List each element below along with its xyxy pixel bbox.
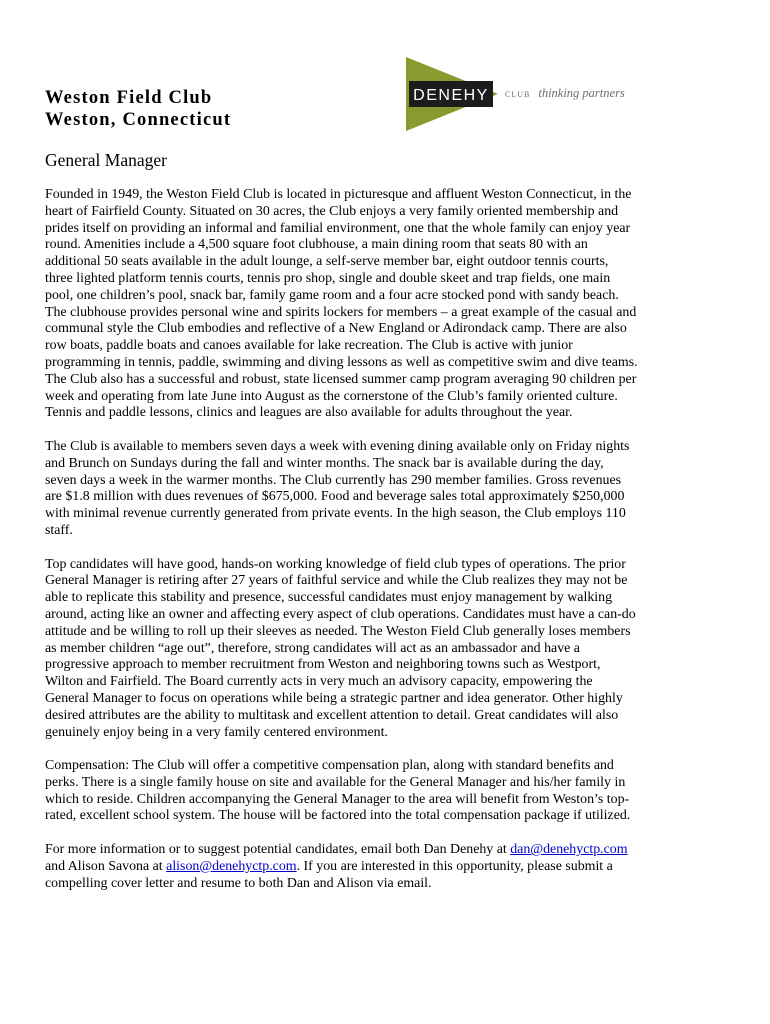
- logo-brand-text: DENEHY: [413, 87, 489, 104]
- text-line: genuinely enjoy being in a very family centered environment.: [45, 724, 388, 740]
- paragraph-overview: [45, 187, 730, 422]
- text-line: around, acting like an owner and affecting every aspect of club operations. Candidates must have a can-do: [45, 606, 636, 622]
- text-line: The Club is available to members seven days a week with evening dining available only on Friday nights: [45, 438, 630, 454]
- text-line: row boats, paddle boats and canoes available for lake recreation. The Club is active with junior: [45, 338, 573, 354]
- text-line: three lighted platform tennis courts, tennis pro shop, single and double skeet and trap fields, one main: [45, 270, 611, 286]
- text-line: Wilton and Fairfield. The Board currently acts in very much an advisory capacity, empowering the: [45, 674, 593, 690]
- club-location: Weston, Connecticut: [45, 110, 232, 130]
- text-line: rated, excellent school system. The house will be factored into the total compensation package if utilized.: [45, 808, 631, 824]
- text-line: staff.: [45, 522, 73, 538]
- text-line: Compensation: The Club will offer a competitive compensation plan, along with standard benefits and: [45, 758, 614, 774]
- text-line: week and operating from late June into August as the cornerstone of the Club’s family oriented culture.: [45, 388, 618, 404]
- paragraph-availability: [45, 439, 730, 540]
- text-line: attitude and be willing to roll up their sleeves as needed. The Weston Field Club generally loses members: [45, 623, 631, 639]
- text-line: and Brunch on Sundays during the fall and winter months. The snack bar is available during the day,: [45, 455, 604, 471]
- text-line: General Manager to focus on operations while being a strategic partner and idea generator. Other highly: [45, 690, 623, 706]
- text-line: Top candidates will have good, hands-on working knowledge of field club types of operations. The prior: [45, 556, 626, 572]
- text-line: additional 50 seats available in the adult lounge, a self-serve member bar, eight outdoor tennis courts,: [45, 254, 609, 270]
- logo-tagline-rest: thinking partners: [538, 86, 625, 100]
- text-line: pool, one children’s pool, snack bar, family game room and a four acre stocked pond with sandy beach.: [45, 287, 619, 303]
- contact-line-1: [45, 842, 730, 859]
- text-line: are $1.8 million with dues revenues of $675,000. Food and beverage sales total approximately $250,000: [45, 489, 625, 505]
- text-line: as member children “age out”, therefore, strong candidates will act as an ambassador and have a: [45, 640, 580, 656]
- text-line: progressive approach to member recruitment from Weston and neighboring towns such as Westport,: [45, 657, 601, 673]
- alison-email-link[interactable]: alison@denehyctp.com: [166, 858, 297, 874]
- text-line: The clubhouse provides personal wine and spirits lockers for members – a great example of the casual and: [45, 304, 637, 320]
- contact-line-2: [45, 859, 730, 876]
- contact-text: and Alison Savona at: [45, 858, 167, 874]
- text-line: prides itself on providing an informal and familial environment, one that the whole family can enjoy year: [45, 220, 631, 236]
- text-line: Founded in 1949, the Weston Field Club is located in picturesque and affluent Weston Connecticut, in the: [45, 187, 632, 202]
- text-line: seven days a week in the warmer months. The Club currently has 290 member families. Gross revenues: [45, 472, 622, 488]
- text-line: General Manager is retiring after 27 years of faithful service and while the Club realizes they may not be: [45, 573, 628, 589]
- text-line: Tennis and paddle lessons, clinics and leagues are also available for adults throughout the year.: [45, 405, 573, 421]
- document-body: [45, 187, 730, 909]
- text-line: with minimal revenue currently generated from private events. In the high season, the Club employs 110: [45, 506, 626, 522]
- contact-text: . If you are interested in this opportunity, please submit a: [296, 858, 613, 874]
- club-header: [45, 87, 445, 131]
- logo-tagline-prefix: CLUB: [505, 90, 531, 99]
- contact-text: For more information or to suggest potential candidates, email both Dan Denehy at: [45, 842, 511, 858]
- text-line: round. Amenities include a 4,500 square foot clubhouse, a main dining room that seats 80 with an: [45, 237, 588, 253]
- dan-email-link[interactable]: dan@denehyctp.com: [510, 842, 628, 858]
- contact-line-3: compelling cover letter and resume to both Dan and Alison via email.: [45, 875, 432, 891]
- text-line: perks. There is a single family house on site and available for the General Manager and his/her family in: [45, 774, 626, 790]
- text-line: programming in tennis, paddle, swimming and diving lessons as well as competitive swim and dive teams.: [45, 354, 638, 370]
- text-line: communal style the Club embodies and reflective of a New England or Adirondack camp. There are also: [45, 321, 627, 337]
- paragraph-contact: [45, 842, 730, 892]
- text-line: able to replicate this stability and presence, successful candidates must enjoy management by walking: [45, 590, 613, 606]
- paragraph-candidates: [45, 557, 730, 742]
- paragraph-compensation: [45, 758, 730, 825]
- position-title: General Manager: [45, 150, 167, 170]
- text-line: heart of Fairfield County. Situated on 30 acres, the Club enjoys a very family oriented membership and: [45, 203, 619, 219]
- text-line: desired attributes are the ability to multitask and excellent attention to detail. Great candidates will also: [45, 707, 619, 723]
- text-line: which to reside. Children accompanying the General Manager to the area will benefit from Weston’s top-: [45, 791, 630, 807]
- text-line: The Club also has a successful and robust, state licensed summer camp program averaging 90 children per: [45, 371, 637, 387]
- logo-tagline: [505, 84, 625, 101]
- club-name: Weston Field Club: [45, 88, 213, 108]
